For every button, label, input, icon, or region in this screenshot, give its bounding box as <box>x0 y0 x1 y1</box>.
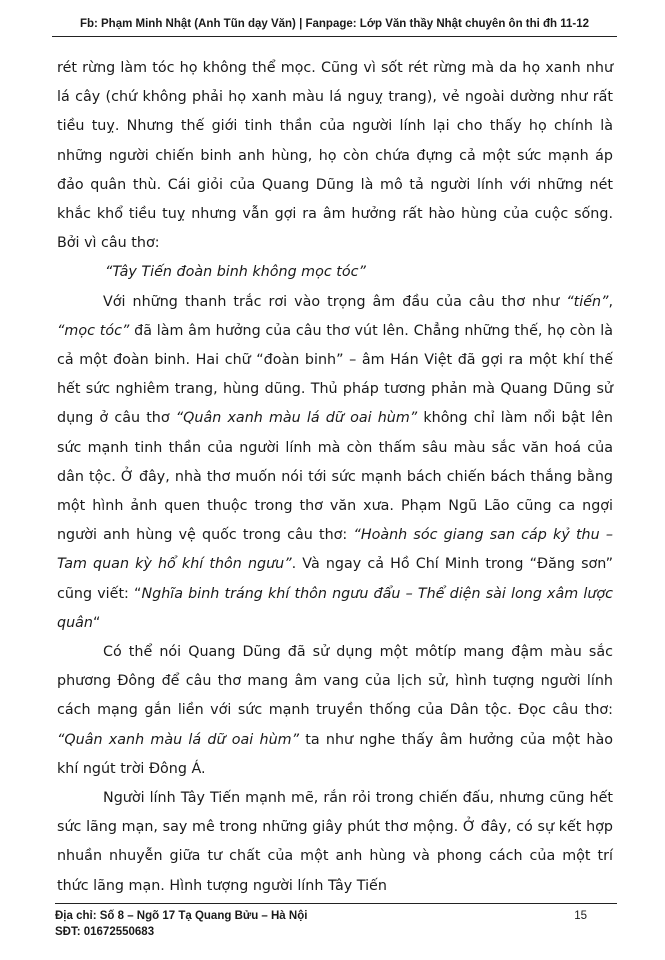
italic-span: “mọc tóc” <box>57 322 130 339</box>
text-span: . Và ngay cả Hồ Chí Minh trong “Đăng sơn” cũng viết: “ <box>57 556 613 602</box>
italic-span: “Quân xanh màu lá dữ oai hùm” <box>175 410 418 427</box>
text-span: Có thể nói Quang Dũng đã sử dụng một môtíp mang đậm màu sắc phương Đông để câu thơ mang âm vang của lịch sử, hình tượng người lính cách mạng gắn liền với sức mạnh truyền thống của Dân tộc. Đọc câu thơ: <box>57 644 613 719</box>
page-number: 15 <box>574 910 587 922</box>
text-span: “ <box>92 614 101 631</box>
text-span: Với những thanh trắc rơi vào trọng âm đầu của câu thơ như <box>103 293 567 310</box>
page-body <box>57 54 613 901</box>
text-span: đã làm âm hưởng của câu thơ vút lên. Chẳng những thế, họ còn là cả một đoàn binh. Hai chữ “đoàn binh” – âm Hán Việt đã gợi ra một khí thế hết sức nghiêm trang, hùng dũng. Thủ pháp tương phản mà Quang Dũng sử dụng ở câu thơ <box>57 322 613 427</box>
text-span: , <box>608 293 613 310</box>
italic-span: “Quân xanh màu lá dữ oai hùm” <box>57 731 299 748</box>
paragraph-4: Người lính Tây Tiến mạnh mẽ, rắn rỏi trong chiến đấu, nhưng cũng hết sức lãng mạn, say mê trong những giây phút thơ mộng. Ở đây, có sự kết hợp nhuần nhuyễn giữa tư chất của một anh hùng và phong cách của một trí thức lãng mạn. Hình tượng người lính Tây Tiến <box>57 790 613 894</box>
text-span: không chỉ làm nổi bật lên sức mạnh tinh thần của người lính mà còn thấm sâu màu sắc văn hoá của dân tộc. Ở đây, nhà thơ muốn nói tới sức mạnh bách chiến bách thắng bằng một hình ảnh quen thuộc trong thơ văn xưa. Phạm Ngũ Lão cũng ca ngợi người anh hùng vệ quốc trong câu thơ: <box>57 410 613 544</box>
italic-span: Nghĩa binh tráng khí thôn ngưu đẩu – Thể diện sài long xâm lược quân <box>57 585 613 631</box>
paragraph-1: rét rừng làm tóc họ không thể mọc. Cũng vì sốt rét rừng mà da họ xanh như lá cây (chứ không phải họ xanh màu lá nguỵ trang), vẻ ngoài dường như rất tiều tuỵ. Nhưng thế giới tinh thần của người lính lại cho thấy họ chính là những người chiến binh anh hùng, họ còn chứa đựng cả một sức mạnh áp đảo quân thù. Cái giỏi của Quang Dũng là mô tả người lính với những nét khắc khổ tiều tuỵ nhưng vẫn gợi ra âm hưởng rất hào hùng của cuộc sống. Bởi vì câu thơ: <box>57 60 613 252</box>
paragraph-2 <box>57 288 613 638</box>
paragraph-3 <box>57 638 613 784</box>
italic-span: “Hoành sóc giang san cáp kỷ thu – Tam quan kỳ hổ khí thôn ngưu” <box>57 527 614 573</box>
page-footer <box>55 903 617 940</box>
italic-span: “tiến” <box>566 293 609 310</box>
text-span: ta như nghe thấy âm hưởng của một hào khí ngút trời Đông Á. <box>57 731 613 777</box>
quote-verse: “Tây Tiến đoàn binh không mọc tóc” <box>105 264 366 281</box>
page-header: Fb: Phạm Minh Nhật (Anh Tũn dạy Văn) | Fanpage: Lớp Văn thầy Nhật chuyên ôn thi đh 11-12 <box>52 18 617 37</box>
footer-phone: SĐT: 01672550683 <box>55 926 155 938</box>
footer-address: Địa chỉ: Số 8 – Ngõ 17 Tạ Quang Bửu – Hà Nội <box>55 910 308 922</box>
